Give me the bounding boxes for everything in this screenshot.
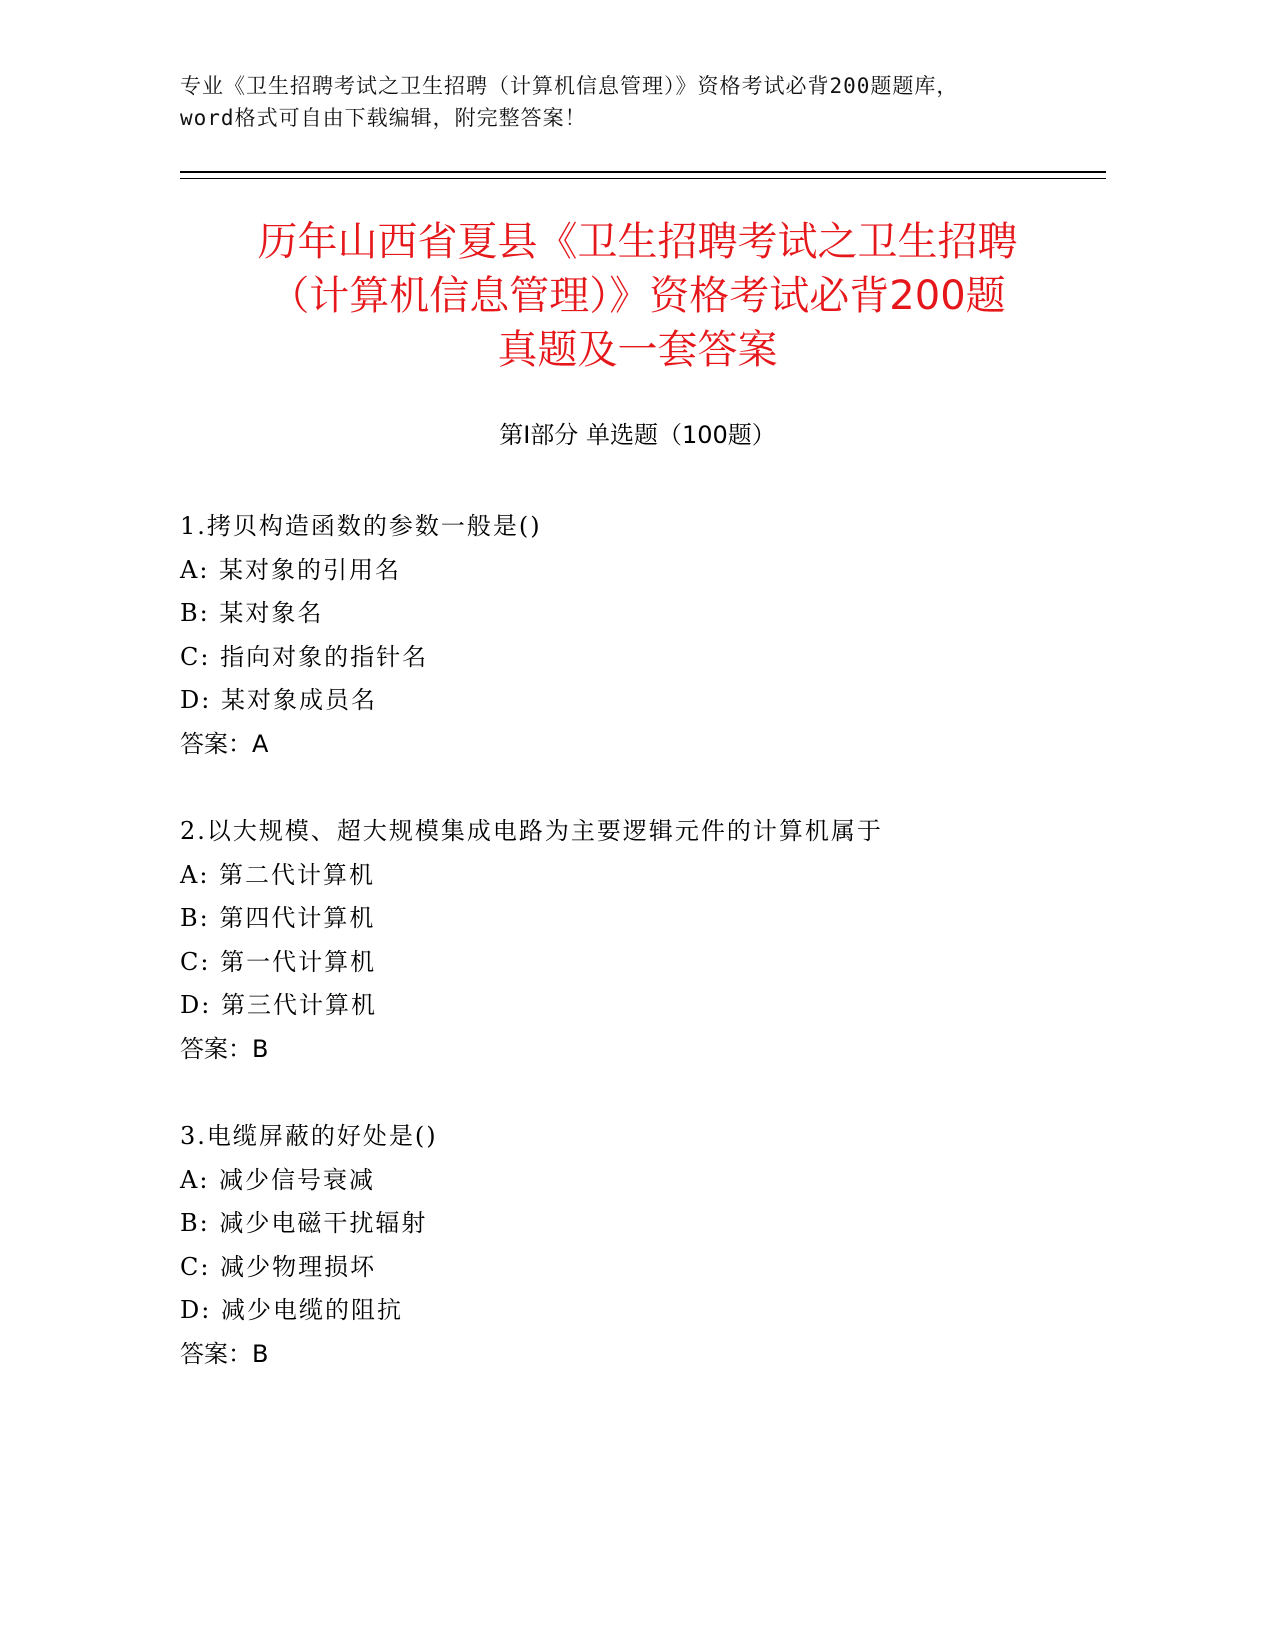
option-d: D: 第三代计算机: [180, 991, 377, 1019]
header-note-line-1: 专业《卫生招聘考试之卫生招聘（计算机信息管理）》资格考试必背200题题库，: [180, 74, 959, 98]
answer: 答案：A: [180, 729, 269, 758]
question-1: [180, 505, 1120, 810]
document-title-line-1: 历年山西省夏县《卫生招聘考试之卫生招聘: [257, 219, 1018, 265]
header-divider-thin: [180, 178, 1106, 179]
answer: 答案：B: [180, 1034, 269, 1063]
question-2: [180, 810, 1120, 1115]
option-a: A: 第二代计算机: [180, 860, 376, 889]
question-stem: 3.电缆屏蔽的好处是(): [180, 1122, 438, 1150]
option-b: B: 第四代计算机: [180, 904, 376, 932]
section-title: 第Ⅰ部分 单选题（100题）: [499, 421, 776, 449]
option-b: B: 某对象名: [180, 599, 324, 627]
header-note: [180, 70, 1100, 134]
option-d: D: 某对象成员名: [180, 686, 377, 714]
answer: 答案：B: [180, 1339, 269, 1368]
option-c: C: 减少物理损坏: [180, 1252, 377, 1281]
question-stem: 2.以大规模、超大规模集成电路为主要逻辑元件的计算机属于: [180, 817, 883, 845]
option-c: C: 指向对象的指针名: [180, 642, 429, 671]
option-b: B: 减少电磁干扰辐射: [180, 1209, 428, 1237]
header-divider-thick: [180, 171, 1106, 173]
question-list: [180, 505, 1120, 1420]
document-title-line-2: （计算机信息管理）》资格考试必背200题: [269, 273, 1006, 319]
document-title-line-3: 真题及一套答案: [497, 327, 778, 373]
document-title: [150, 215, 1125, 377]
header-note-line-2: word格式可自由下载编辑，附完整答案！: [180, 106, 587, 130]
option-a: A: 某对象的引用名: [180, 555, 402, 584]
question-3: [180, 1115, 1120, 1420]
question-stem: 1.拷贝构造函数的参数一般是(): [180, 512, 542, 540]
option-c: C: 第一代计算机: [180, 947, 377, 976]
option-a: A: 减少信号衰减: [180, 1165, 376, 1194]
option-d: D: 减少电缆的阻抗: [180, 1296, 403, 1324]
